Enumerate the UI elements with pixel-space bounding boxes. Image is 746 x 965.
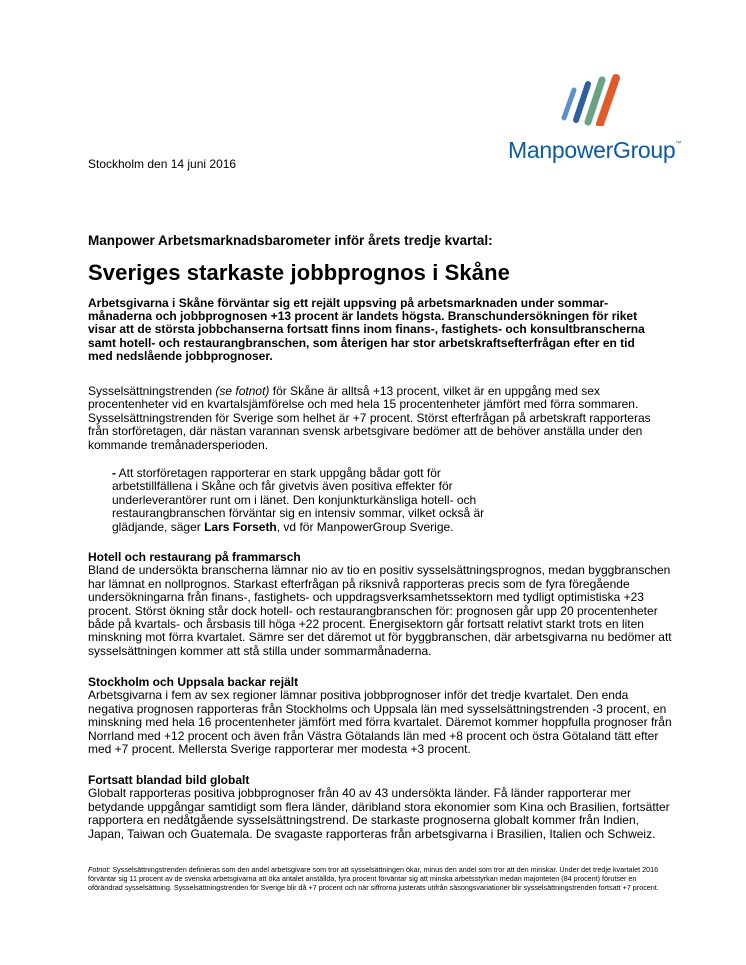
- section-body: Bland de undersökta branscherna lämnar nio av tio en positiv sysselsättningsprognos, medan byggbranschen har lämnat en nollprognos. Starkast efterfrågan på riksnivå rapporteras precis som de fyra föregående undersökningarna från finans-, fastighets- och uppdragsverksamhetssektorn med tydligt optimistiska +23 procent. Störst ökning står dock hotell- och restaurangbranschen för: prognosen går upp 20 procentenheter både på kvartals- och årsbasis till höga +22 procent. Energisektorn går fortsatt relativt starkt trots en liten minskning mot förra kvartalet. Sämre ser det däremot ut för byggbranschen, där arbetsgivarna nu bedömer att sysselsättningen kommer att stå stilla under sommarmånaderna.: [88, 563, 672, 658]
- section-heading: Stockholm och Uppsala backar rejält: [88, 675, 299, 689]
- section-hotel-restaurant: [88, 551, 673, 658]
- section-heading: Hotell och restaurang på frammarsch: [88, 550, 301, 564]
- quote-paragraph: - Att storföretagen rapporterar en stark uppgång bådar gott för arbetstillfällena i Skåne och får givetvis även positiva effekter för underleverantörer runt om i länet. Den konjunkturkänsliga hotell- och restaurangbranschen förväntar sig en intensiv sommar, vilket också är glädjande, säger Lars Forseth, vd för ManpowerGroup Sverige.: [112, 466, 485, 534]
- trademark-symbol: ™: [675, 141, 682, 147]
- footnote: Fotnot: Sysselsättningstrenden definieras som den andel arbetsgivare som tror att sysselsättningen ökar, minus den andel som tror att den minskar. Under det tredje kvartalet 2016 förväntar sig 11 procent av de svenska arbetsgivarna att öka antalet anställda, fyra procent förväntar sig att minska arbetsstyrkan medan majoriteten (84 procent) förutser en oförändrad sysselsättning. Sysselsättningstrenden för Sverige blir då +7 procent och när siffrorna justerats utifrån säsongsvariationer blir sysselsättningstrenden fortsatt +7 procent.: [88, 865, 659, 892]
- kicker-heading: Manpower Arbetsmarknadsbarometer inför årets tredje kvartal:: [88, 233, 493, 248]
- logo-wordmark: ManpowerGroup™: [508, 137, 682, 163]
- section-body: Arbetsgivarna i fem av sex regioner lämnar positiva jobbprognoser inför det tredje kvartalet. Den enda negativa prognosen rapporteras från Stockholms och Uppsala län med sysselsättningstrenden -3 procent, en minskning med hela 16 procentenheter jämfört med förra kvartalet. Däremot kommer hoppfulla prognoser från Norrland med +12 procent och även från Västra Götalands län med +8 procent och östra Götaland tätt efter med +7 procent. Mellersta Sverige rapporterar mer modesta +3 procent.: [88, 688, 672, 757]
- manpowergroup-logo-icon: [560, 74, 620, 126]
- dateline: Stockholm den 14 juni 2016: [88, 157, 237, 171]
- section-heading: Fortsatt blandad bild globalt: [88, 773, 250, 787]
- lead-paragraph: Arbetsgivarna i Skåne förväntar sig ett rejält uppsving på arbetsmarknaden under sommarmånaderna och jobbprognosen +13 procent är landets högsta. Branschundersökningen för riket visar att de största jobbchanserna fortsatt finns inom finans-, fastighets- och konsultbranscherna samt hotell- och restaurangbranschen, som återigen har stor arbetskraftsefterfrågan efter en tid med nedslående jobbprognoser.: [88, 296, 645, 363]
- section-body: Globalt rapporteras positiva jobbprognoser från 40 av 43 undersökta länder. Få länder rapporterar mer betydande uppgångar samtidigt som flera länder, däribland stora ekonomier som Kina och Brasilien, fortsätter rapportera en nedåtgående sysselsättningstrend. De starkaste prognoserna globalt kommer från Indien, Japan, Taiwan och Guatemala. De svagaste rapporteras från arbetsgivarna i Brasilien, Italien och Schweiz.: [88, 786, 670, 841]
- section-global: [88, 774, 673, 841]
- footnote-label: Fotnot:: [88, 865, 111, 874]
- page-title: Sveriges starkaste jobbprognos i Skåne: [88, 260, 510, 285]
- speaker-name: Lars Forseth: [204, 519, 277, 534]
- footnote-reference: (se fotnot): [215, 384, 270, 398]
- section-stockholm-uppsala: [88, 676, 673, 756]
- intro-paragraph: Sysselsättningstrenden (se fotnot) för Skåne är alltså +13 procent, vilket är en uppgång med sex procentenheter vid en kvartalsjämförelse och med hela 15 procentenheter jämfört med förra sommaren. Sysselsättningstrenden för Sverige som helhet är +7 procent. Störst efterfrågan på arbetskraft rapporteras från storföretagen, där nästan varannan svensk arbetsgivare bedömer att de behöver anställa under den kommande tremånadersperioden.: [88, 384, 651, 452]
